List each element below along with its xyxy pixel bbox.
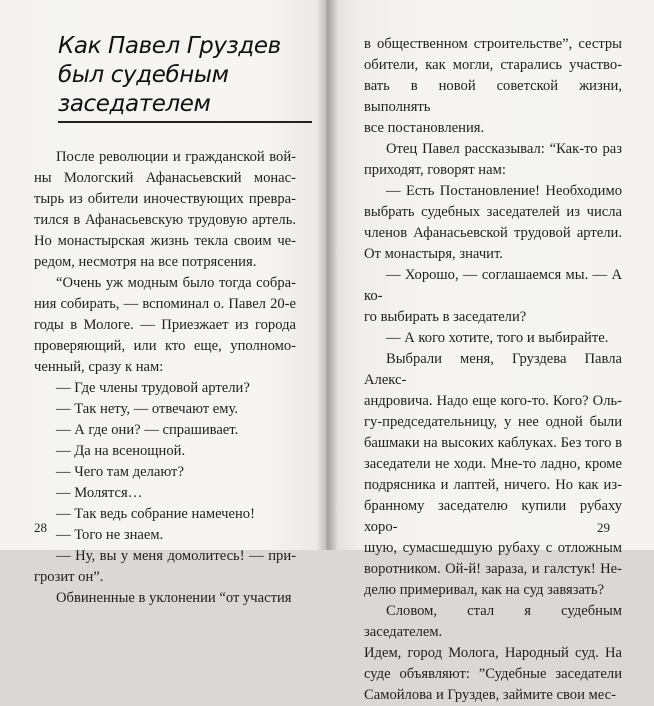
text-line: — А где они? — спрашивает. <box>56 421 239 438</box>
text-line: От монастыря, значит. <box>364 246 503 262</box>
text-line: шую, сумасшедшую рубаху с отложным <box>364 540 622 556</box>
text-line: все постановления. <box>364 120 485 136</box>
text-line: суде объявляют: ”Судебные заседатели <box>364 666 622 682</box>
text-line: воротником. Ой-й! зараза, и галстук! Не- <box>364 561 622 577</box>
text-line: выбрать судебных заседателей из числа <box>364 204 622 220</box>
text-line: Словом, стал я судебным заседателем. <box>364 603 622 640</box>
right-body-text <box>364 34 622 706</box>
text-line: приходят, говорят нам: <box>364 162 506 178</box>
text-line: делю примеривал, как на суд завязать? <box>364 582 605 598</box>
text-line: гу-председательницу, у нее одной были <box>364 414 622 430</box>
text-line: башмаки на высоких каблуках. Без того в <box>364 435 622 451</box>
right-page <box>326 0 654 703</box>
chapter-title-line: Как Павел Груздев <box>58 33 281 59</box>
text-line: вать в новой советской жизни, выполнять <box>364 78 622 115</box>
text-line: андровича. Надо еще кого-то. Кого? Оль- <box>364 393 622 409</box>
text-line: — Чего там делают? <box>56 463 184 480</box>
text-line: Выбрали меня, Груздева Павла Алекс- <box>364 351 622 388</box>
text-line: — Есть Постановление! Необходимо <box>386 183 622 199</box>
text-line: тырь из обители иночествующих превра- <box>34 190 296 207</box>
text-line: членов Афанасьевской трудовой артели. <box>364 225 622 241</box>
chapter-title-line: был судебным заседателем <box>58 62 229 117</box>
text-line: — Так нету, — отвечают ему. <box>56 400 239 417</box>
text-line: После революции и гражданской вой- <box>56 148 296 165</box>
text-line: Обвиненные в уклонении “от участия <box>56 589 292 606</box>
page-number-right: 29 <box>597 520 610 535</box>
text-line: ния собирать, — вспоминал о. Павел 20-е <box>34 295 296 312</box>
text-line: обители, как могли, старались участво- <box>364 57 622 73</box>
text-line: — Того не знаем. <box>56 526 164 543</box>
text-line: — Ну, вы у меня домолитесь! — при- <box>56 547 296 564</box>
left-page <box>0 0 326 606</box>
text-line: — Так ведь собрание намечено! <box>56 505 255 522</box>
text-line: годы в Мологе. — Приезжает из города <box>34 316 296 333</box>
text-line: — А кого хотите, того и выбирайте. <box>386 330 609 346</box>
text-line: тился в Афанасьевскую трудовую артель. <box>34 211 296 228</box>
text-line: — Хорошо, — соглашаемся мы. — А ко- <box>364 267 622 304</box>
text-line: го выбирать в заседатели? <box>364 309 527 325</box>
text-line: Самойлова и Груздев, займите свои мес- <box>364 687 616 703</box>
text-line: — Молятся… <box>56 484 143 501</box>
text-line: ны Мологский Афанасьевский монас- <box>34 169 296 186</box>
left-body-text <box>34 147 296 609</box>
text-line: проверяющий, или кто еще, уполномо- <box>34 337 296 354</box>
text-line: — Где члены трудовой артели? <box>56 379 250 396</box>
text-line: “Очень уж модным было тогда собра- <box>56 274 296 291</box>
text-line: подрясника и лаптей, ничего. Но как из- <box>364 477 622 493</box>
text-line: в общественном строительстве”, сестры <box>364 36 622 52</box>
text-line: — Да на всенощной. <box>56 442 186 459</box>
text-line: заседатели не ходи. Мне-то ладно, кроме <box>364 456 622 472</box>
text-line: редом, несмотря на все потрясения. <box>34 253 257 270</box>
text-line: бранному заседателю купили рубаху хоро- <box>364 498 622 535</box>
chapter-title <box>58 32 314 119</box>
text-line: Идем, город Молога, Народный суд. На <box>364 645 622 661</box>
text-line: ченный, сразу к нам: <box>34 358 164 375</box>
page-number-left: 28 <box>34 520 47 535</box>
text-line: Но монастырская жизнь текла своим че- <box>34 232 296 249</box>
title-underline <box>58 121 312 123</box>
text-line: Отец Павел рассказывал: “Как-то раз <box>386 141 622 157</box>
text-line: грозит он”. <box>34 568 104 585</box>
